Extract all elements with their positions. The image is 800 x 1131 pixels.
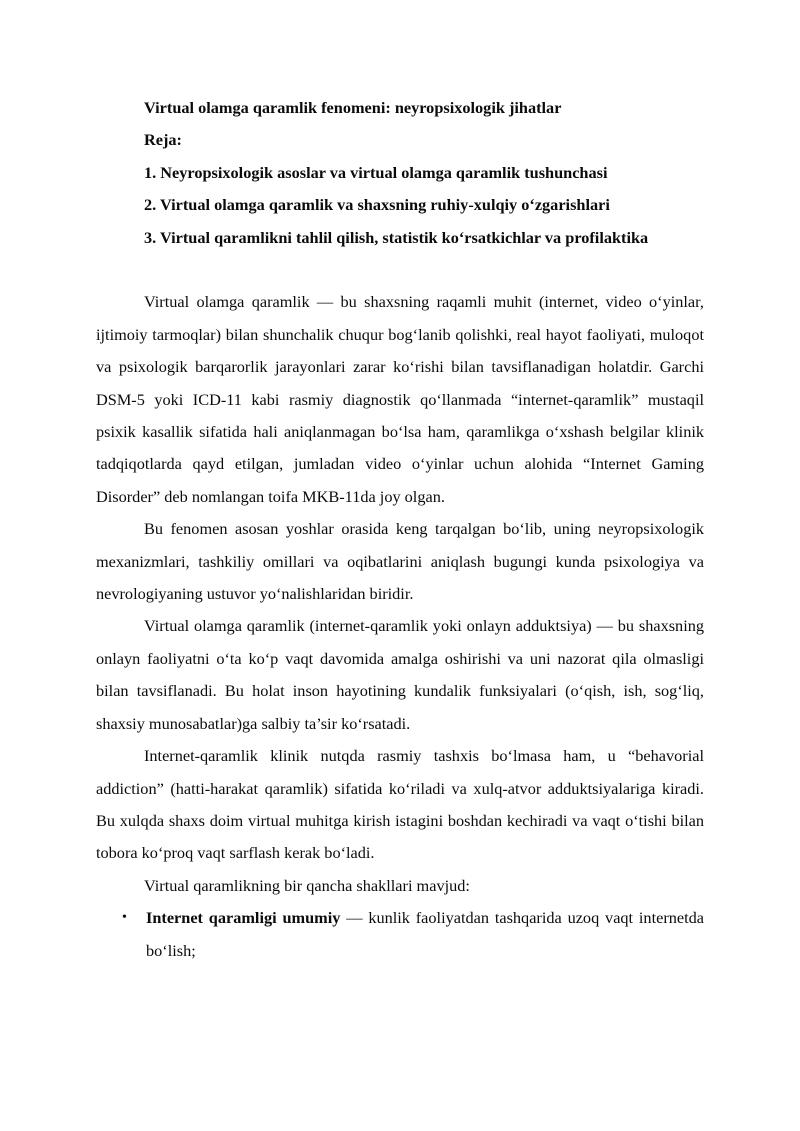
plan-label: Reja: <box>144 130 182 150</box>
list-intro: Virtual qaramlikning bir qancha shakllari mavjud: <box>144 875 470 895</box>
document-title: Virtual olamga qaramlik fenomeni: neyropsixologik jihatlar <box>144 98 562 117</box>
paragraph: Virtual olamga qaramlik — bu shaxsning raqamli muhit (internet, video o‘yinlar, ijtimoiy tarmoqlar) bilan shunchalik chuqur bog‘lanib qolishki, real hayot faoliyati, muloqot va psixologik barqarorlik jarayonlari zarar ko‘rishi bilan tavsiflanadigan holatdir. Garchi DSM-5 yoki ICD-11 kabi rasmiy diagnostik qo‘llanmada “internet-qaramlik” mustaqil psixik kasallik sifatida hali aniqlanmagan bo‘lsa ham, qaramlikga o‘xshash belgilar klinik tadqiqotlarda qayd etilgan, jumladan video o‘yinlar uchun alohida “Internet Gaming Disorder” deb nomlangan toifa MKB-11da joy olgan. <box>96 292 704 506</box>
paragraph: Internet-qaramlik klinik nutqda rasmiy tashxis bo‘lmasa ham, u “behavorial addiction” (hatti-harakat qaramlik) sifatida ko‘riladi va xulq-atvor adduktsiyalariga kiradi. Bu xulqda shaxs doim virtual muhitga kirish istagini boshdan kechiradi va vaqt o‘tishi bilan tobora ko‘proq vaqt sarflash kerak bo‘ladi. <box>96 746 704 863</box>
plan-list <box>96 157 704 254</box>
plan-item: 2. Virtual olamga qaramlik va shaxsning ruhiy-xulqiy o‘zgarishlari <box>144 195 610 215</box>
blank-line <box>96 254 704 286</box>
bullet-list <box>96 902 704 967</box>
bullet-item <box>96 902 704 967</box>
plan-item: 1. Neyropsixologik asoslar va virtual olamga qaramlik tushunchasi <box>144 162 608 182</box>
bullet-term: Internet qaramligi umumiy <box>146 908 341 928</box>
paragraph: Bu fenomen asosan yoshlar orasida keng tarqalgan bo‘lib, uning neyropsixologik mexanizmlari, tashkiliy omillari va oqibatlarini aniqlash bugungi kunda psixologiya va nevrologiyaning ustuvor yo‘nalishlaridan biridir. <box>96 519 704 604</box>
body-paragraphs <box>96 286 704 902</box>
bullet-marker-icon: • <box>122 910 127 926</box>
paragraph: Virtual olamga qaramlik (internet-qaramlik yoki onlayn adduktsiya) — bu shaxsning onlayn faoliyatni o‘ta ko‘p vaqt davomida amalga oshirishi va uni nazorat qila olmasligi bilan tavsiflanadi. Bu holat inson hayotining kundalik funksiyalari (o‘qish, ish, sog‘liq, shaxsiy munosabatlar)ga salbiy ta’sir ko‘rsatadi. <box>96 616 704 733</box>
plan-item: 3. Virtual qaramlikni tahlil qilish, statistik ko‘rsatkichlar va profilaktika <box>144 227 649 247</box>
bullet-text: — kunlik faoliyatdan tashqarida uzoq vaqt internetda bo‘lish; <box>146 908 705 960</box>
